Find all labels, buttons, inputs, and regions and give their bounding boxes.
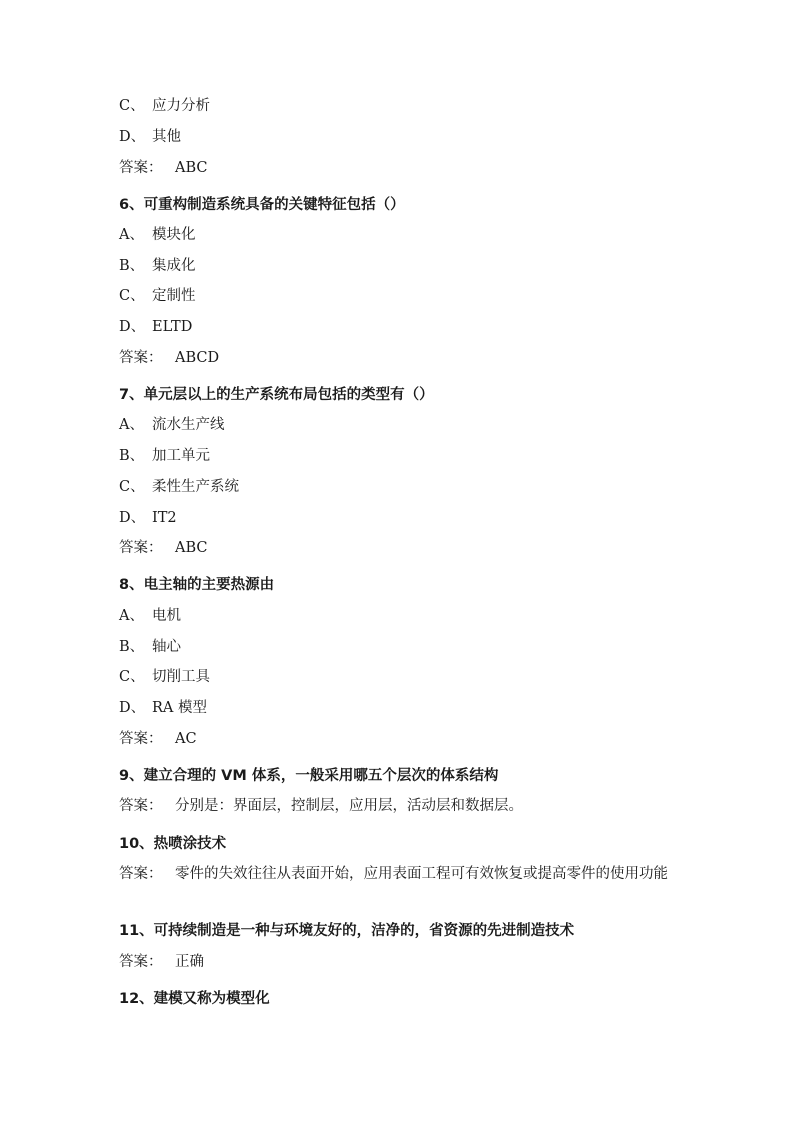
answer-text: 分别是：界面层，控制层，应用层，活动层和数据层。 <box>175 798 523 814</box>
option-b <box>119 257 196 275</box>
answer-line <box>119 953 204 971</box>
answer-label: 答案： <box>119 798 163 814</box>
question-12: 12、建模又称为模型化 <box>119 991 270 1007</box>
answer-label: 答案： <box>119 350 163 366</box>
question-10: 10、热喷涂技术 <box>119 836 227 852</box>
answer-label: 答案： <box>119 540 163 556</box>
option-label: A、 <box>119 608 144 624</box>
answer-line <box>119 797 523 815</box>
option-label: D、 <box>119 700 146 716</box>
answer-label: 答案： <box>119 866 163 882</box>
answer-label: 答案： <box>119 954 163 970</box>
answer-line <box>119 730 197 748</box>
answer-text: 零件的失效往往从表面开始，应用表面工程可有效恢复或提高零件的使用功能 <box>175 866 668 882</box>
option-text: 其他 <box>152 129 181 145</box>
question-11: 11、可持续制造是一种与环境友好的，洁净的，省资源的先进制造技术 <box>119 923 575 939</box>
option-label: A、 <box>119 417 144 433</box>
option-a <box>119 226 196 244</box>
answer-line <box>119 159 208 177</box>
option-text: 模块化 <box>152 227 196 243</box>
option-d <box>119 128 181 146</box>
answer-line <box>119 539 208 557</box>
option-c <box>119 97 210 115</box>
answer-label: 答案： <box>119 731 163 747</box>
option-text: 应力分析 <box>152 98 210 114</box>
option-a <box>119 416 225 434</box>
option-a <box>119 607 181 625</box>
option-label: C、 <box>119 479 145 495</box>
option-d <box>119 318 192 336</box>
option-text: IT2 <box>152 510 177 526</box>
option-label: B、 <box>119 639 145 655</box>
option-d <box>119 699 207 717</box>
option-b <box>119 638 181 656</box>
answer-text: ABCD <box>175 350 220 366</box>
question-6: 6、可重构制造系统具备的关键特征包括（） <box>119 197 405 213</box>
option-text: 定制性 <box>152 288 196 304</box>
answer-label: 答案： <box>119 160 163 176</box>
option-label: C、 <box>119 98 145 114</box>
question-7: 7、单元层以上的生产系统布局包括的类型有（） <box>119 387 434 403</box>
option-c <box>119 478 239 496</box>
option-text: 柔性生产系统 <box>152 479 239 495</box>
answer-line <box>119 349 219 367</box>
option-label: C、 <box>119 669 145 685</box>
option-label: D、 <box>119 510 146 526</box>
option-label: A、 <box>119 227 144 243</box>
option-label: B、 <box>119 258 145 274</box>
option-text: ELTD <box>152 319 193 335</box>
option-label: C、 <box>119 288 145 304</box>
question-8: 8、电主轴的主要热源由 <box>119 577 275 593</box>
question-9: 9、建立合理的 VM 体系，一般采用哪五个层次的体系结构 <box>119 768 499 784</box>
option-c <box>119 668 210 686</box>
option-text: 集成化 <box>152 258 196 274</box>
option-text: 切削工具 <box>152 669 210 685</box>
option-b <box>119 447 210 465</box>
answer-text: 正确 <box>175 954 204 970</box>
option-text: 轴心 <box>152 639 181 655</box>
option-text: RA 模型 <box>152 700 207 716</box>
option-text: 电机 <box>152 608 181 624</box>
option-text: 流水生产线 <box>152 417 225 433</box>
option-label: B、 <box>119 448 145 464</box>
answer-text: ABC <box>175 540 208 556</box>
answer-text: ABC <box>175 160 208 176</box>
option-label: D、 <box>119 319 146 335</box>
option-c <box>119 287 196 305</box>
option-d <box>119 509 177 527</box>
answer-text: AC <box>175 731 197 747</box>
option-label: D、 <box>119 129 146 145</box>
option-text: 加工单元 <box>152 448 210 464</box>
answer-line <box>119 865 679 883</box>
